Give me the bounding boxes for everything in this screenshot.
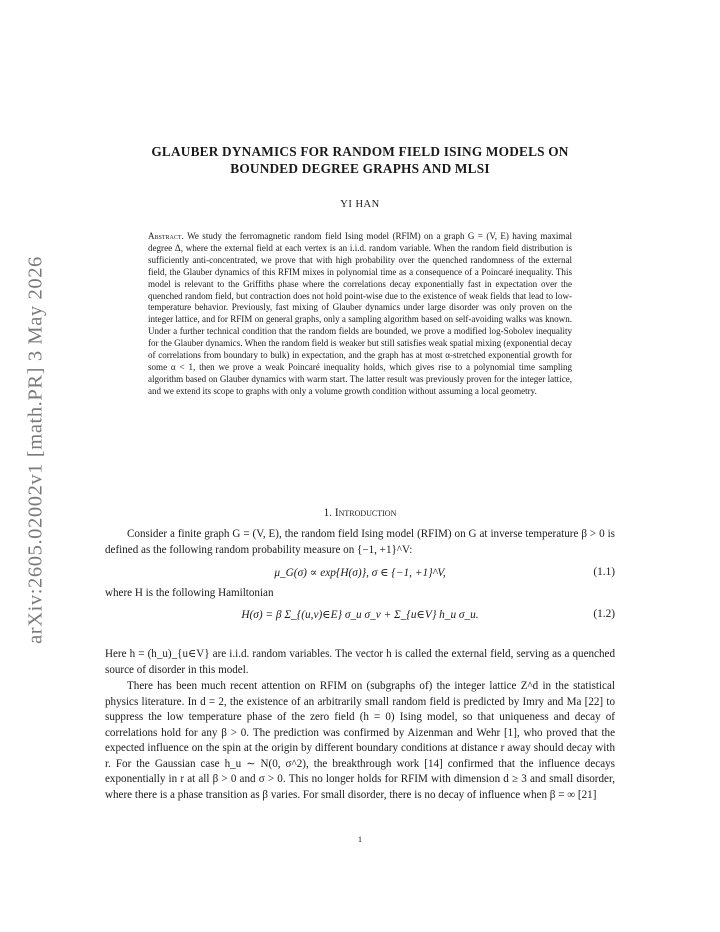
paragraph-2-text: where H is the following Hamiltonian: [105, 587, 274, 599]
arxiv-sidebar-stamp: [18, 250, 54, 650]
equation-1-2-number: (1.2): [593, 608, 615, 620]
abstract: [148, 231, 572, 398]
title-line-1: GLAUBER DYNAMICS FOR RANDOM FIELD ISING MODELS ON: [151, 144, 569, 159]
paper-title: [105, 143, 615, 177]
paragraph-3: [105, 647, 615, 678]
section-number: 1.: [323, 507, 333, 519]
paragraph-1: [105, 527, 615, 558]
equation-1-2: [105, 608, 615, 626]
paragraph-1-text: Consider a finite graph G = (V, E), the random field Ising model (RFIM) on G at inverse temperature β > 0 is defined as the following random probability measure on {−1, +1}^V:: [105, 528, 615, 556]
paragraph-4: [105, 679, 615, 803]
arxiv-identifier: arXiv:2605.02002v1 [math.PR] 3 May 2026: [24, 256, 47, 644]
section-title: Introduction: [334, 507, 397, 519]
abstract-text: We study the ferromagnetic random field Ising model (RFIM) on a graph G = (V, E) having maximal degree Δ, where the external field at each vertex is an i.i.d. random variable. When the random field distribution is sufficiently anti-concentrated, we prove that with high probability over the quenched randomness of the external field, the Glauber dynamics of this RFIM mixes in polynomial time as a consequence of a Poincaré inequality. This model is relevant to the Griffiths phase where the correlations decay exponentially fast in expectation over the quenched random field, but contraction does not hold point-wise due to the existence of weak fields that lead to low-temperature behavior. Previously, fast mixing of Glauber dynamics under large disorder was only proven on the integer lattice, and for RFIM on general graphs, only a sampling algorithm based on self-avoiding walks was known. Under a further technical condition that the random fields are bounded, we prove a modified log-Sobolev inequality for the Glauber dynamics. When the random field is weaker but still satisfies weak spatial mixing (exponential decay of correlations from boundary to bulk) in expectation, and the graph has at most α-stretched exponential growth for some α < 1, then we prove a weak Poincaré inequality holds, which gives rise to a polynomial time sampling algorithm based on Glauber dynamics with warm start. The latter result was previously proven for the integer lattice, and we extend its scope to graphs with only a volume growth condition without assuming a local geometry.: [148, 231, 572, 396]
abstract-label: Abstract.: [148, 231, 184, 241]
paragraph-2: [105, 586, 615, 602]
equation-1-1-body: μ_G(σ) ∝ exp{H(σ)}, σ ∈ {−1, +1}^V,: [274, 567, 446, 579]
section-heading: [105, 507, 615, 519]
author-name: YI HAN: [340, 199, 380, 210]
equation-1-1: [105, 566, 615, 584]
equation-1-1-number: (1.1): [593, 566, 615, 578]
page-number: 1: [357, 834, 363, 844]
paragraph-3-text: Here h = (h_u)_{u∈V} are i.i.d. random variables. The vector h is called the external field, serving as a quenched source of disorder in this model.: [105, 648, 615, 676]
equation-1-2-body: H(σ) = β Σ_{(u,v)∈E} σ_u σ_v + Σ_{u∈V} h_u σ_u.: [241, 609, 479, 621]
paragraph-4-text: There has been much recent attention on RFIM on (subgraphs of) the integer lattice Z^d in the statistical physics literature. In d = 2, the existence of an arbitrarily small random field is predicted by Imry and Ma [22] to suppress the low temperature phase of the zero field (h = 0) Ising model, so that uniqueness and decay of correlations hold for any β > 0. The prediction was confirmed by Aizenman and Wehr [1], who proved that the expected influence on the spin at the origin by different boundary conditions at distance r away should decay with r. For the Gaussian case h_u ∼ N(0, σ^2), the breakthrough work [14] confirmed that the influence decays exponentially in r at all β > 0 and σ > 0. This no longer holds for RFIM with dimension d ≥ 3 and small disorder, where there is a phase transition as β varies. For small disorder, there is no decay of influence when β = ∞ [21]: [105, 680, 615, 801]
title-line-2: BOUNDED DEGREE GRAPHS AND MLSI: [230, 161, 490, 176]
